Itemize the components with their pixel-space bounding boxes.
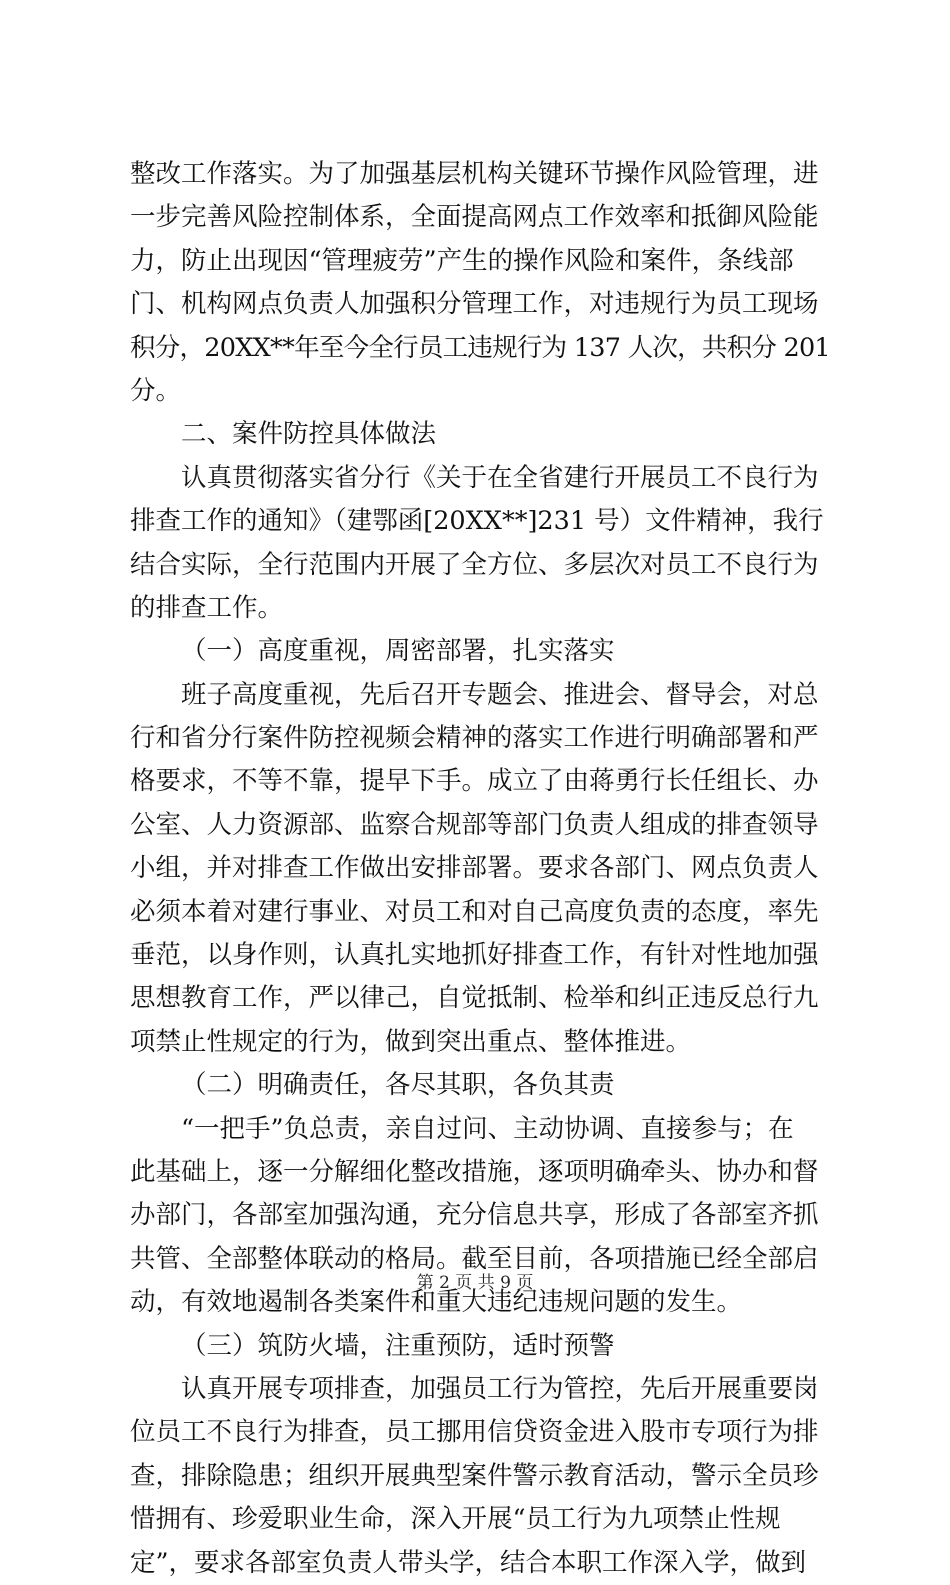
text-line: 的排查工作。	[130, 592, 284, 623]
text-line: 动，有效地遏制各类案件和重大违纪违规问题的发生。	[130, 1287, 743, 1318]
text-line: 一步完善风险控制体系，全面提高网点工作效率和抵御风险能	[130, 202, 819, 233]
text-line: 整改工作落实。为了加强基层机构关键环节操作风险管理，进	[130, 159, 819, 189]
text-line: 结合实际，全行范围内开展了全方位、多层次对员工不良行为	[130, 549, 819, 580]
text-line: 位员工不良行为排查，员工挪用信贷资金进入股市专项行为排	[130, 1417, 819, 1448]
text-line: （一）高度重视，周密部署，扎实落实	[181, 636, 615, 667]
body-text	[130, 153, 830, 1585]
page-footer: 第 2 页 共 9 页	[416, 1273, 534, 1293]
text-line: 认真贯彻落实省分行《关于在全省建行开展员工不良行为	[181, 462, 819, 493]
text-line: 思想教育工作，严以律己，自觉抵制、检举和纠正违反总行九	[130, 983, 819, 1014]
text-line: 此基础上，逐一分解细化整改措施，逐项明确牵头、协办和督	[130, 1156, 819, 1187]
text-line: 必须本着对建行事业、对员工和对自己高度负责的态度，率先	[130, 896, 819, 927]
text-line: 格要求，不等不靠，提早下手。成立了由蒋勇行长任组长、办	[130, 766, 819, 797]
text-line: 查，排除隐患；组织开展典型案件警示教育活动，警示全员珍	[130, 1460, 819, 1491]
text-line: （二）明确责任，各尽其职，各负其责	[181, 1070, 615, 1101]
text-line: 班子高度重视，先后召开专题会、推进会、督导会，对总	[181, 679, 819, 710]
text-line: 惜拥有、珍爱职业生命，深入开展“员工行为九项禁止性规	[130, 1504, 781, 1535]
text-line: “一把手”负总责，亲自过问、主动协调、直接参与；在	[181, 1113, 794, 1144]
text-line: 公室、人力资源部、监察合规部等部门负责人组成的排查领导	[130, 809, 819, 840]
text-line: 行和省分行案件防控视频会精神的落实工作进行明确部署和严	[130, 723, 819, 754]
text-line: 办部门，各部室加强沟通，充分信息共享，形成了各部室齐抓	[130, 1200, 819, 1231]
text-line: 小组，并对排查工作做出安排部署。要求各部门、网点负责人	[130, 853, 819, 884]
text-line: 定”，要求各部室负责人带头学，结合本职工作深入学，做到	[130, 1547, 807, 1578]
text-line: 共管、全部整体联动的格局。截至目前，各项措施已经全部启	[130, 1243, 819, 1274]
text-line: 二、案件防控具体做法	[181, 419, 437, 450]
text-line: 认真开展专项排查，加强员工行为管控，先后开展重要岗	[181, 1373, 819, 1404]
text-line: 分。	[130, 375, 182, 406]
text-line: 积分，20XX**年至今全行员工违规行为 137 人次，共积分 201	[130, 332, 830, 363]
text-line: 项禁止性规定的行为，做到突出重点、整体推进。	[130, 1026, 692, 1057]
text-line: 门、机构网点负责人加强积分管理工作，对违规行为员工现场	[130, 289, 819, 320]
text-line: 垂范，以身作则，认真扎实地抓好排查工作，有针对性地加强	[130, 940, 819, 971]
text-line: 排查工作的通知》（建鄂函[20XX**]231 号）文件精神，我行	[130, 506, 824, 537]
text-line: 力，防止出现因“管理疲劳”产生的操作风险和案件，条线部	[130, 245, 794, 276]
text-line: （三）筑防火墙，注重预防，适时预警	[181, 1330, 615, 1361]
